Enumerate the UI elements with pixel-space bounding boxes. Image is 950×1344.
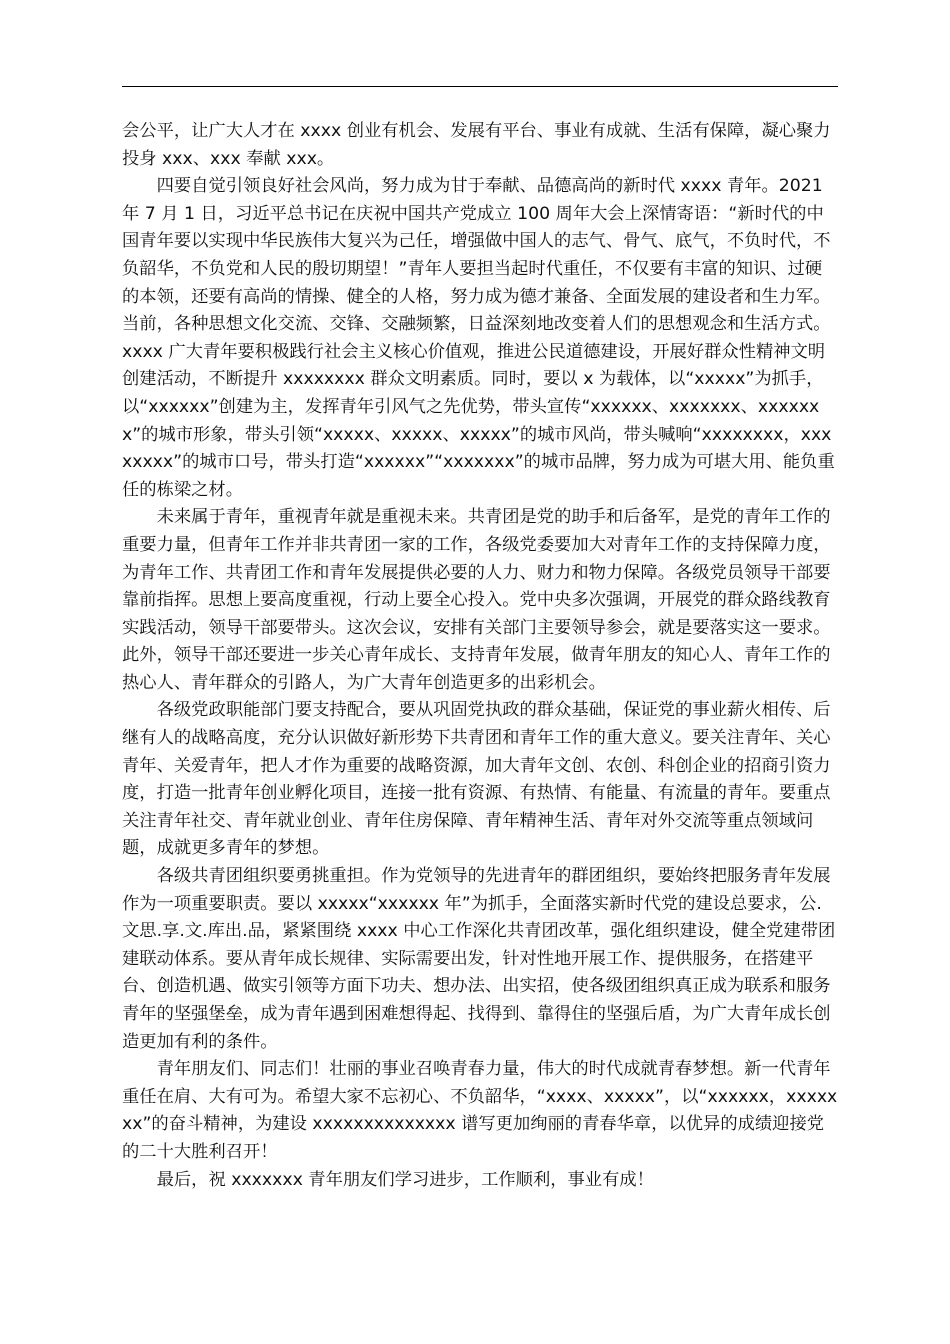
paragraph-4: 各级党政职能部门要支持配合，要从巩固党执政的群众基础，保证党的事业薪火相传、后继有人的战略高度，充分认识做好新形势下共青团和青年工作的重大意义。要关注青年、关心青年、关爱青年，把人才作为重要的战略资源，加大青年文创、农创、科创企业的招商引资力度，打造一批青年创业孵化项目，连接一批有资源、有热情、有能量、有流量的青年。要重点关注青年社交、青年就业创业、青年住房保障、青年精神生活、青年对外交流等重点领域问题，成就更多青年的梦想。	[122, 700, 831, 859]
paragraph-2: 四要自觉引领良好社会风尚，努力成为甘于奉献、品德高尚的新时代 xxxx 青年。2021 年 7 月 1 日，习近平总书记在庆祝中国共产党成立 100 周年大会上深情寄语：“新时代的中国青年要以实现中华民族伟大复兴为己任，增强做中国人的志气、骨气、底气，不负时代，不负韶华，不负党和人民的殷切期望！”青年人要担当起时代重任，不仅要有丰富的知识、过硬的本领，还要有高尚的情操、健全的人格，努力成为德才兼备、全面发展的建设者和生力军。当前，各种思想文化交流、交锋、交融频繁，日益深刻地改变着人们的思想观念和生活方式。xxxx 广大青年要积极践行社会主义核心价值观，推进公民道德建设，开展好群众性精神文明创建活动，不断提升 xxxxxxxx 群众文明素质。同时，要以 x 为载体，以“xxxxx”为抓手，以“xxxxxx”创建为主，发挥青年引风气之先优势，带头宣传“xxxxxx、xxxxxxx、xxxxxxx”的城市形象，带头引领“xxxxx、xxxxx、xxxxx”的城市风尚，带头喊响“xxxxxxxx，xxxxxxxx”的城市口号，带头打造“xxxxxx”“xxxxxxx”的城市品牌，努力成为可堪大用、能负重任的栋梁之材。	[122, 176, 835, 500]
paragraph-3: 未来属于青年，重视青年就是重视未来。共青团是党的助手和后备军，是党的青年工作的重要力量，但青年工作并非共青团一家的工作，各级党委要加大对青年工作的支持保障力度，为青年工作、共青团工作和青年发展提供必要的人力、财力和物力保障。各级党员领导干部要靠前指挥。思想上要高度重视，行动上要全心投入。党中央多次强调，开展党的群众路线教育实践活动，领导干部要带头。这次会议，安排有关部门主要领导参会，就是要落实这一要求。此外，领导干部还要进一步关心青年成长、支持青年发展，做青年朋友的知心人、青年工作的热心人、青年群众的引路人，为广大青年创造更多的出彩机会。	[122, 507, 831, 693]
paragraph-5: 各级共青团组织要勇挑重担。作为党领导的先进青年的群团组织，要始终把服务青年发展作为一项重要职责。要以 xxxxx“xxxxxx 年”为抓手，全面落实新时代党的建设总要求，公.文思.享.文.库出.品，紧紧围绕 xxxx 中心工作深化共青团改革，强化组织建设，健全党建带团建联动体系。要从青年成长规律、实际需要出发，针对性地开展工作、提供服务，在搭建平台、创造机遇、做实引领等方面下功夫、想办法、出实招，使各级团组织真正成为联系和服务青年的坚强堡垒，成为青年遇到困难想得起、找得到、靠得住的坚强后盾，为广大青年成长创造更加有利的条件。	[122, 866, 836, 1052]
document-body	[122, 118, 838, 1194]
paragraph-6: 青年朋友们、同志们！壮丽的事业召唤青春力量，伟大的时代成就青春梦想。新一代青年重任在肩、大有可为。希望大家不忘初心、不负韶华，“xxxx、xxxxx”，以“xxxxxx，xxxxxxx”的奋斗精神，为建设 xxxxxxxxxxxxxx 谱写更加绚丽的青春华章，以优异的成绩迎接党的二十大胜利召开！	[122, 1059, 838, 1162]
paragraph-1: 会公平，让广大人才在 xxxx 创业有机会、发展有平台、事业有成就、生活有保障，凝心聚力投身 xxx、xxx 奉献 xxx。	[122, 121, 831, 169]
paragraph-7: 最后，祝 xxxxxxx 青年朋友们学习进步，工作顺利，事业有成！	[156, 1169, 654, 1190]
header-rule	[122, 86, 838, 87]
